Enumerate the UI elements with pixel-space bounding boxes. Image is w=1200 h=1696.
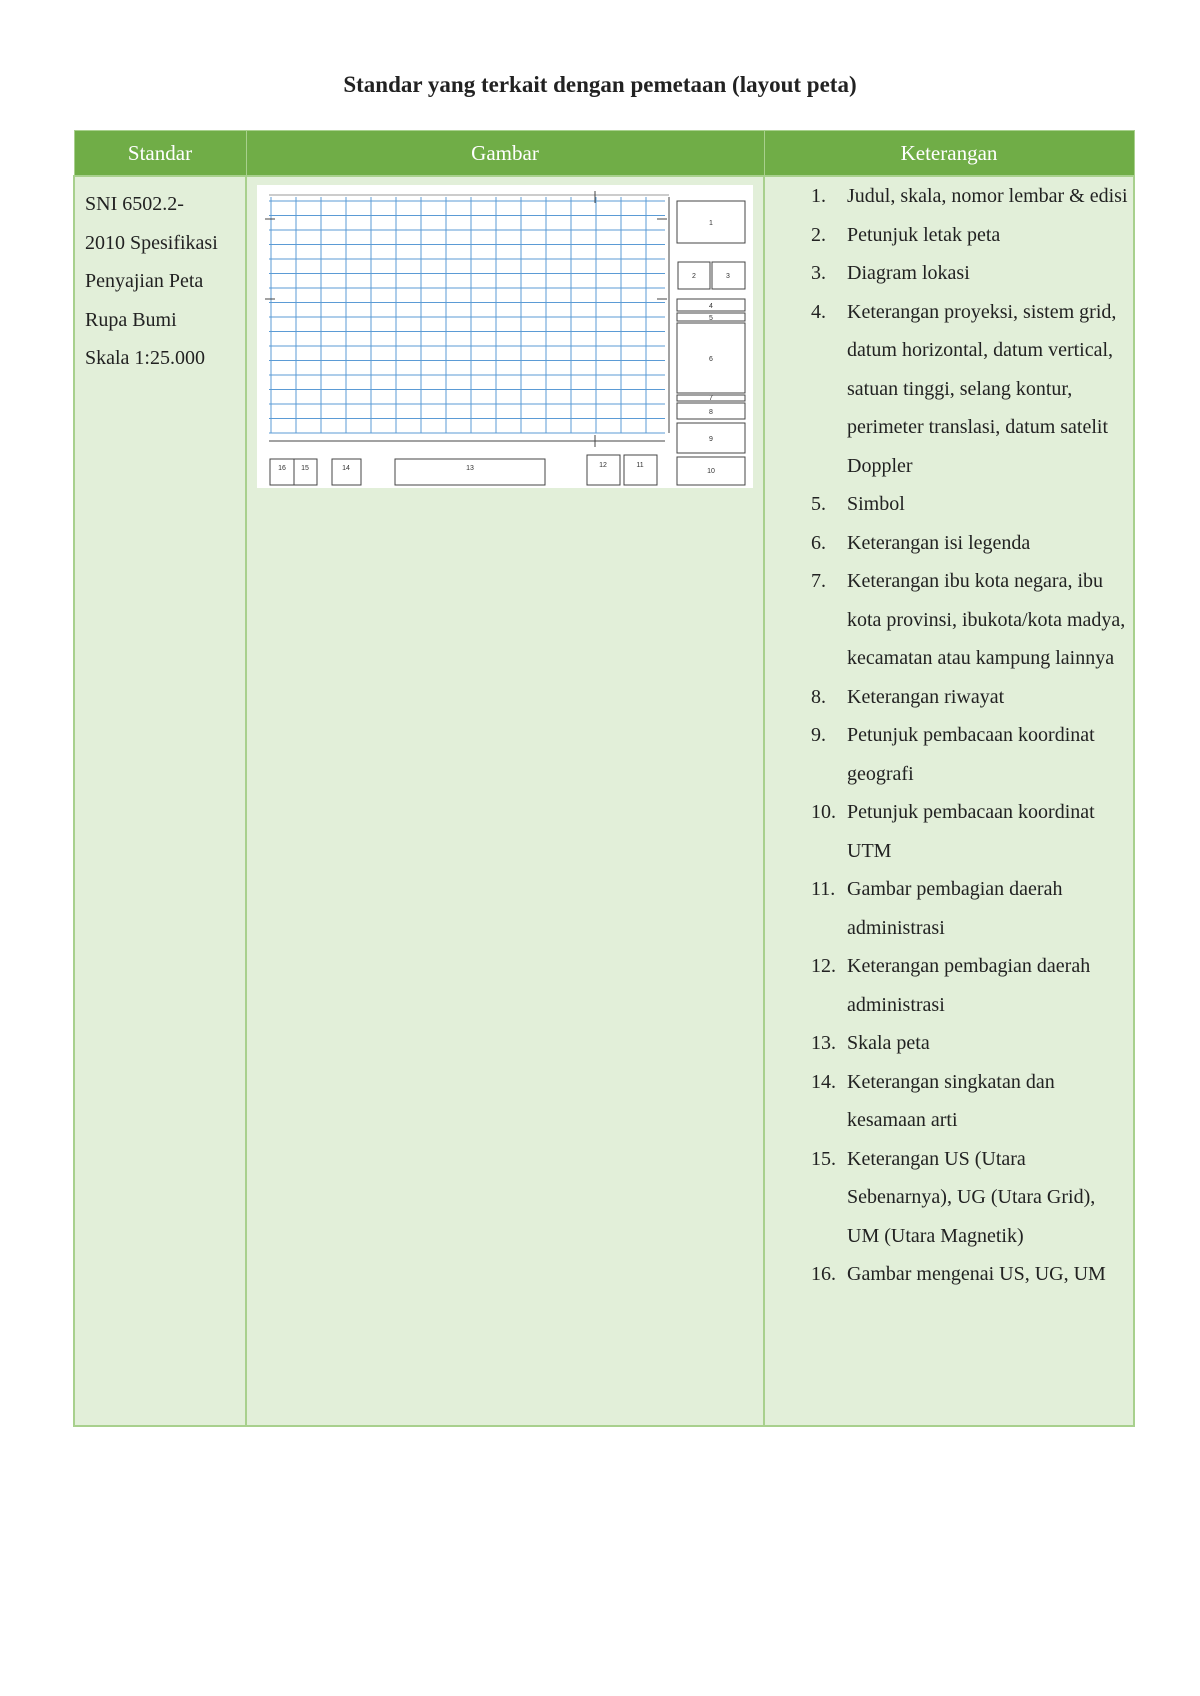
panel-13 <box>395 459 545 485</box>
table-header-row <box>74 131 1134 177</box>
list-item-number: 7. <box>811 570 826 592</box>
figure-cell <box>246 176 764 1426</box>
panel-label-2: 2 <box>692 273 696 280</box>
panel-label-10: 10 <box>707 468 715 475</box>
standard-line: Penyajian Peta <box>85 270 204 292</box>
panel-label-15: 15 <box>301 465 309 472</box>
list-item-text: Skala peta <box>847 1032 930 1054</box>
panel-14 <box>332 459 361 485</box>
panel-label-1: 1 <box>709 220 713 227</box>
list-item-text: Keterangan isi legenda <box>847 531 1031 554</box>
list-item <box>765 1063 1129 1140</box>
panel-16 <box>270 459 294 485</box>
list-item-number: 16. <box>811 1263 836 1285</box>
list-item <box>765 870 1129 947</box>
list-item <box>765 254 1129 293</box>
list-item <box>765 678 1129 717</box>
list-item-text: Gambar pembagian daerah administrasi <box>847 878 1063 939</box>
panel-label-8: 8 <box>709 409 713 416</box>
list-item <box>765 1140 1129 1256</box>
list-item-text: Keterangan US (Utara Sebenarnya), UG (Utara Grid), UM (Utara Magnetik) <box>847 1147 1096 1247</box>
list-item-text: Keterangan riwayat <box>847 685 1005 708</box>
standard-line: Rupa Bumi <box>85 308 177 331</box>
list-item <box>765 793 1129 870</box>
map-grid <box>269 197 665 433</box>
panel-label-7: 7 <box>709 395 713 402</box>
list-item-number: 13. <box>811 1032 836 1054</box>
list-item-text: Keterangan singkatan dan kesamaan arti <box>847 1070 1055 1131</box>
list-item <box>765 216 1129 255</box>
list-item-number: 1. <box>811 185 826 207</box>
table-row <box>74 176 1134 1426</box>
panel-label-9: 9 <box>709 436 713 443</box>
standard-line: 2010 Spesifikasi <box>85 231 218 254</box>
list-item <box>765 562 1129 678</box>
standard-line: Skala 1:25.000 <box>85 347 205 369</box>
list-item-number: 4. <box>811 300 826 323</box>
panel-label-14: 14 <box>342 465 350 472</box>
list-item-text: Gambar mengenai US, UG, UM <box>847 1263 1106 1285</box>
panel-label-3: 3 <box>726 273 730 280</box>
list-item <box>765 1024 1129 1063</box>
list-item <box>765 716 1129 793</box>
list-item-text: Diagram lokasi <box>847 262 970 284</box>
list-item-number: 3. <box>811 262 826 284</box>
list-item-number: 8. <box>811 685 826 708</box>
list-item <box>765 177 1129 216</box>
panel-label-11: 11 <box>636 462 644 469</box>
list-item <box>765 293 1129 486</box>
page-title: Standar yang terkait dengan pemetaan (layout peta) <box>343 72 857 97</box>
list-item-text: Judul, skala, nomor lembar & edisi <box>847 185 1128 207</box>
list-item-text: Petunjuk pembacaan koordinat UTM <box>847 801 1095 862</box>
list-item-text: Petunjuk letak peta <box>847 223 1001 246</box>
list-item-text: Simbol <box>847 493 905 515</box>
list-item <box>765 1255 1129 1294</box>
list-item-number: 14. <box>811 1070 836 1093</box>
panel-label-4: 4 <box>709 303 713 310</box>
list-item-number: 6. <box>811 531 826 554</box>
list-item-text: Petunjuk pembacaan koordinat geografi <box>847 724 1095 785</box>
list-item <box>765 524 1129 563</box>
panel-12 <box>587 455 620 485</box>
list-item <box>765 485 1129 524</box>
panel-label-16: 16 <box>278 465 286 472</box>
list-item-number: 11. <box>811 878 836 900</box>
header-standar: Standar <box>74 131 246 177</box>
standards-table <box>73 130 1135 1427</box>
list-item-number: 15. <box>811 1147 836 1170</box>
standard-line: SNI 6502.2- <box>85 193 184 215</box>
keterangan-list <box>765 177 1129 1294</box>
list-item-number: 10. <box>811 801 836 823</box>
standard-cell <box>74 176 246 1426</box>
panel-11 <box>624 455 657 485</box>
list-item-text: Keterangan pembagian daerah administrasi <box>847 955 1091 1016</box>
list-item-number: 5. <box>811 493 826 515</box>
list-item-number: 9. <box>811 724 826 746</box>
list-item-text: Keterangan proyeksi, sistem grid, datum horizontal, datum vertical, satuan tinggi, selang kontur, perimeter translasi, datum satelit Doppler <box>847 300 1117 477</box>
list-item-number: 2. <box>811 223 826 246</box>
panel-label-6: 6 <box>709 356 713 363</box>
keterangan-cell <box>764 176 1134 1426</box>
list-item <box>765 947 1129 1024</box>
list-item-text: Keterangan ibu kota negara, ibu kota provinsi, ibukota/kota madya, kecamatan atau kampung lainnya <box>847 570 1126 669</box>
header-keterangan: Keterangan <box>764 131 1134 177</box>
panel-15 <box>294 459 317 485</box>
panel-label-13: 13 <box>466 465 474 472</box>
list-item-number: 12. <box>811 955 836 977</box>
map-layout-figure <box>257 185 753 488</box>
panel-label-12: 12 <box>599 462 607 469</box>
header-gambar: Gambar <box>246 131 764 177</box>
panel-label-5: 5 <box>709 315 713 322</box>
